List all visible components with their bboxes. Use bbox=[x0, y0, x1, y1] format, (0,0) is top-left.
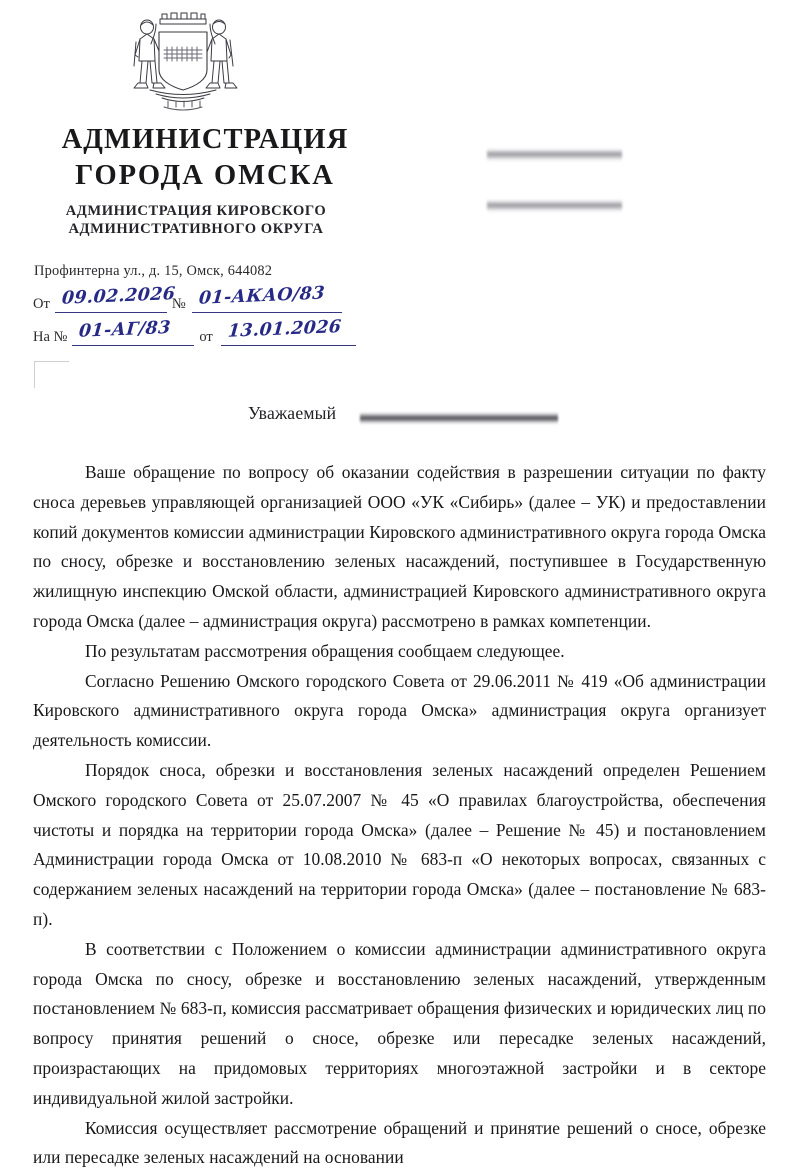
body-paragraph-1: Ваше обращение по вопросу об оказании содействия в разрешении ситуации по факту сноса деревьев управляющей организацией ООО «УК «Сибирь» (далее – УК) и предоставлении копий документов комиссии администрации Кировского административного округа города Омска по сносу, обрезке и восстановлению зеленых насаждений, поступившее в Государственную жилищную инспекцию Омской области, администрацией Кировского административного округа города Омска (далее – администрация округа) рассмотрено в рамках компетенции. bbox=[33, 462, 766, 631]
from-date-value: 09.02.2026 bbox=[60, 283, 177, 309]
incoming-date-label: от bbox=[199, 329, 213, 345]
recipient-address-line-2-redacted bbox=[487, 199, 622, 213]
incoming-date-value: 13.01.2026 bbox=[226, 316, 342, 342]
form-corner-bracket bbox=[34, 361, 69, 388]
org-subtitle-line-1: АДМИНИСТРАЦИЯ КИРОВСКОГО bbox=[65, 203, 327, 219]
outgoing-number-value: 01-АКАО/83 bbox=[197, 283, 326, 309]
letter-body bbox=[33, 458, 766, 1173]
incoming-date-slot bbox=[221, 316, 356, 346]
org-title-line-1: АДМИНИСТРАЦИЯ bbox=[61, 124, 349, 155]
outgoing-number-slot bbox=[192, 283, 342, 313]
sender-address: Профинтерна ул., д. 15, Омск, 644082 bbox=[34, 263, 273, 279]
org-subtitle-line-2: АДМИНИСТРАТИВНОГО ОКРУГА bbox=[68, 220, 324, 237]
org-title-line-2: ГОРОДА ОМСКА bbox=[75, 160, 335, 191]
incoming-number-value: 01-АГ/83 bbox=[78, 317, 172, 342]
from-date-slot bbox=[55, 283, 177, 313]
salutation-name-redacted bbox=[360, 412, 558, 425]
body-paragraph-5: В соответствии с Положением о комиссии администрации административного округа города Омска по сносу, обрезке и восстановлению зеленых насаждений, утвержденным постановлением № 683-п, комиссия рассматривает обращения физических и юридических лиц по вопросу принятия решений о сносе, обрезке или пересадке зеленых насаждений, произрастающих на придомовых территориях многоэтажной застройки и в секторе индивидуальной жилой застройки. bbox=[33, 938, 766, 1108]
incoming-reference-row bbox=[33, 316, 356, 346]
body-paragraph-6: Комиссия осуществляет рассмотрение обращений и принятие решений о сносе, обрезке или пересадке зеленых насаждений на основании bbox=[33, 1117, 766, 1168]
omsk-city-coat-of-arms-icon bbox=[126, 6, 240, 114]
incoming-number-slot bbox=[72, 317, 194, 346]
outgoing-reference-row bbox=[33, 283, 342, 313]
body-paragraph-4: Порядок сноса, обрезки и восстановления зеленых насаждений определен Решением Омского городского Совета от 25.07.2007 № 45 «О правилах благоустройства, обеспечения чистоты и порядка на территории города Омска» (далее – Решение № 45) и постановлением Администрации города Омска от 10.08.2010 № 683-п «О некоторых вопросах, связанных с содержанием зеленых насаждений на территории города Омска» (далее – постановление № 683-п). bbox=[33, 759, 766, 929]
body-paragraph-2: По результатам рассмотрения обращения сообщаем следующее. bbox=[85, 640, 565, 661]
from-date-label: От bbox=[33, 296, 50, 312]
organisation-title bbox=[20, 122, 390, 194]
recipient-address-line-1-redacted bbox=[487, 148, 622, 162]
reply-to-label: На № bbox=[33, 329, 68, 345]
outgoing-number-label: № bbox=[171, 296, 186, 312]
salutation-greeting: Уважаемый bbox=[248, 403, 337, 423]
organisation-subtitle bbox=[20, 203, 372, 238]
body-paragraph-3: Согласно Решению Омского городского Совета от 29.06.2011 № 419 «Об администрации Кировского административного округа города Омска» администрация округа организует деятельность комиссии. bbox=[33, 670, 766, 751]
